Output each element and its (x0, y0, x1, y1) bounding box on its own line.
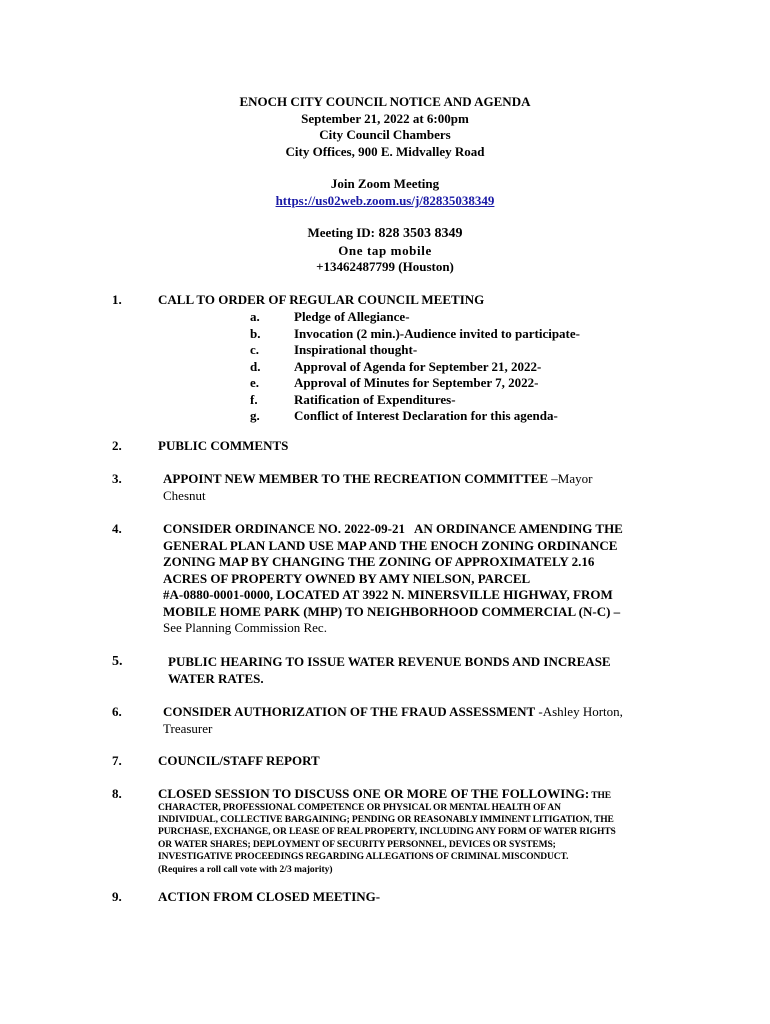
one-tap-label: One tap mobile (338, 242, 432, 258)
zoom-link[interactable]: https://us02web.zoom.us/j/82835038349 (275, 192, 495, 208)
item-note: (Requires a roll call vote with 2/3 majority) (158, 865, 333, 875)
list-item: b. Invocation (2 min.)-Audience invited to participate- (250, 325, 580, 341)
phone-number: +13462487799 (Houston) (316, 259, 454, 274)
list-item: e. Approval of Minutes for September 7, 2022- (250, 375, 539, 390)
item-number: 4. (112, 521, 122, 536)
header-address: City Offices, 900 E. Midvalley Road (285, 143, 485, 159)
item-number: 1. (112, 292, 122, 307)
item-presenter: -Ashley Horton, (535, 704, 623, 719)
list-item: d. Approval of Agenda for September 21, 2022- (250, 358, 542, 374)
item-1-sublist (250, 309, 580, 425)
item-presenter: –Mayor (548, 471, 593, 486)
item-title: CONSIDER AUTHORIZATION OF THE FRAUD ASSESSMENT (163, 704, 536, 719)
meeting-id-label: Meeting ID: (307, 225, 375, 240)
zoom-label: Join Zoom Meeting (330, 176, 440, 191)
agenda-header (0, 94, 770, 276)
item-presenter-cont: Chesnut (163, 487, 206, 503)
agenda-page: ENOCH CITY COUNCIL NOTICE AND AGENDA September 21, 2022 at 6:00pm City Council Chambers City Offices, 900 E. Midvalley Road Join Zoom Meeting https://us02web.zoom.us/j/82835038349 Meeting ID: 828 3503 8349 One tap mobile +13462487799 (Houston) 1. CALL TO ORDER OF REGULAR COUNCIL MEETING a. Pledge of Allegiance- b. Invocation (2 min.)-Audience invited to participate- c. Inspirational thought- d. Approval of Agenda for September 21, 2022- e. Approval of Minutes for September 7, 2022- f. Ratification of Expenditures- g. Conflict of Interest Declaration for this agenda- 2. PUBLIC COMMENTS 3. APPOINT NEW MEMBER TO THE RECREATION COMMITTEE –Mayor Chesnut 4. CONSIDER ORDINANCE NO. 2022-09-21 AN ORDINANCE AMENDING THE GENERAL PLAN LAND USE MAP AND THE ENOCH ZONING ORDINANCE ZONING MAP BY CHANGING THE ZONING OF APPROXIMATELY 2.16 ACRES OF PROPERTY OWNED BY AMY NIELSON, PARCEL #A-0880-0001-0000, LOCATED AT 3922 N. MINERSVILLE HIGHWAY, FROM MOBILE HOME PARK (MHP) TO NEIGHBORHOOD COMMERCIAL (N-C) – See Planning Commission Rec. 5. PUBLIC HEARING TO ISSUE WATER REVENUE BONDS AND INCREASE WATER RATES. 6. CONSIDER AUTHORIZATION OF THE FRAUD ASSESSMENT -Ashley Horton, Treasurer 7. COUNCIL/STAFF REPORT 8. CLOSED SESSION TO DISCUSS ONE OR MORE OF THE FOLLOWING: THE CHARACTER, PROFESSIONAL COMPETENCE OR PHYSICAL OR MENTAL HEALTH OF AN INDIVIDUAL, COLLECTIVE BARGAINING; PENDING OR REASONABLY IMMINENT LITIGATION, THE PURCHASE, EXCHANGE, OR LEASE OF REAL PROPERTY, INCLUDING ANY FORM OF WATER RIGHTS OR WATER SHARES; DEPLOYMENT OF SECURITY PERSONNEL, DEVICES OR SYSTEMS; INVESTIGATIVE PROCEEDINGS REGARDING ALLEGATIONS OF CRIMINAL MISCONDUCT. (Requires a roll call vote with 2/3 majority) 9. ACTION FROM CLOSED MEETING- (0, 0, 770, 1024)
item-number: 8. (112, 786, 122, 801)
list-item: c. Inspirational thought- (250, 342, 418, 357)
item-number: 2. (112, 438, 122, 453)
item-number: 9. (112, 889, 122, 904)
meeting-id-line (0, 225, 770, 243)
header-venue: City Council Chambers (319, 127, 451, 142)
item-presenter-cont: Treasurer (163, 720, 213, 736)
item-number: 5. (112, 654, 123, 669)
item-title: CONSIDER ORDINANCE NO. 2022-09-21 AN ORDINANCE AMENDING THE GENERAL PLAN LAND USE MAP AND THE ENOCH ZONING ORDINANCE ZONING MAP BY CHANGING THE ZONING OF APPROXIMATELY 2.16 ACRES OF PROPERTY OWNED BY AMY NIELSON, PARCEL #A-0880-0001-0000, LOCATED AT 3922 N. MINERSVILLE HIGHWAY, FROM MOBILE HOME PARK (MHP) TO NEIGHBORHOOD COMMERCIAL (N-C) – See Planning Commission Rec. (163, 521, 683, 637)
item-title: APPOINT NEW MEMBER TO THE RECREATION COMMITTEE (163, 471, 549, 486)
item-title: PUBLIC HEARING TO ISSUE WATER REVENUE BONDS AND INCREASE WATER RATES. (168, 654, 611, 686)
item-number: 6. (112, 704, 122, 719)
item-title: CLOSED SESSION TO DISCUSS ONE OR MORE OF THE FOLLOWING: (158, 786, 590, 801)
list-item: g. Conflict of Interest Declaration for this agenda- (250, 408, 558, 423)
header-date: September 21, 2022 at 6:00pm (301, 110, 469, 126)
item-title: ACTION FROM CLOSED MEETING- (158, 889, 381, 904)
item-number: 3. (112, 471, 122, 486)
list-item: a. Pledge of Allegiance- (250, 309, 410, 324)
item-note: See Planning Commission Rec. (163, 620, 327, 635)
item-description: CHARACTER, PROFESSIONAL COMPETENCE OR PHYSICAL OR MENTAL HEALTH OF AN INDIVIDUAL, COLLECTIVE BARGAINING; PENDING OR REASONABLY IMMINENT LITIGATION, THE PURCHASE, EXCHANGE, OR LEASE OF REAL PROPERTY, INCLUDING ANY FORM OF WATER RIGHTS OR WATER SHARES; DEPLOYMENT OF SECURITY PERSONNEL, DEVICES OR SYSTEMS; INVESTIGATIVE PROCEEDINGS REGARDING ALLEGATIONS OF CRIMINAL MISCONDUCT. (158, 803, 616, 862)
list-item: f. Ratification of Expenditures- (250, 391, 456, 407)
meeting-id: 828 3503 8349 (378, 226, 463, 241)
item-title: COUNCIL/STAFF REPORT (158, 753, 320, 768)
header-title: ENOCH CITY COUNCIL NOTICE AND AGENDA (239, 94, 531, 109)
item-title: CALL TO ORDER OF REGULAR COUNCIL MEETING (158, 292, 485, 307)
item-title: PUBLIC COMMENTS (158, 438, 289, 453)
item-number: 7. (112, 753, 122, 768)
